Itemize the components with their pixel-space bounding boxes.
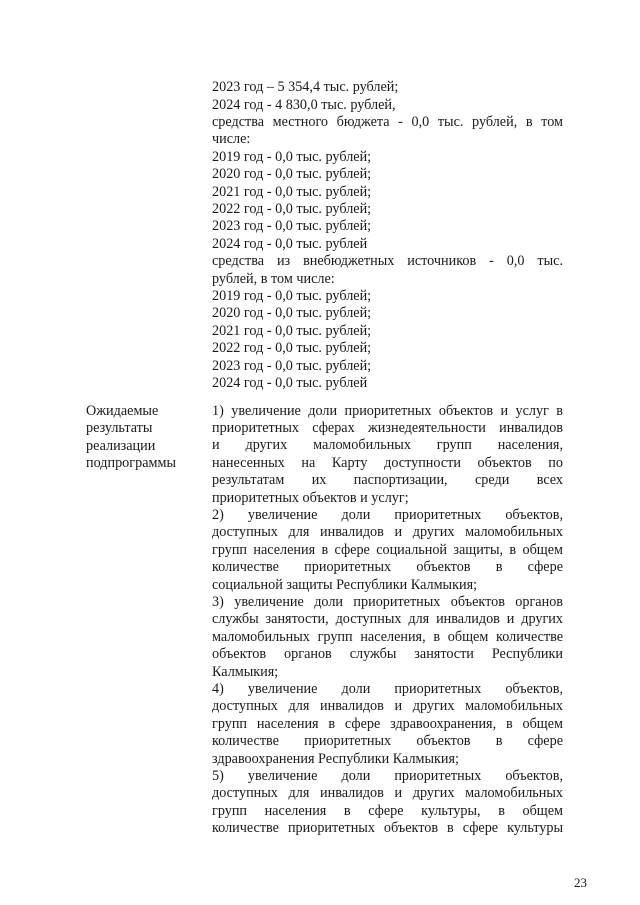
extra-budget-year: 2024 год - 0,0 тыс. рублей [212,375,368,391]
results-line: групп населения в сфере здравоохранения, в общем [212,716,563,732]
budget-2024-line: 2024 год - 4 830,0 тыс. рублей, [212,97,396,113]
results-line: 1) увеличение доли приоритетных объектов и услуг в [212,403,563,419]
local-budget-year: 2019 год - 0,0 тыс. рублей; [212,149,372,165]
results-line: количестве приоритетных объектов в сфере культуры [212,820,563,836]
results-line: социальной защиты Республики Калмыкия; [212,577,478,593]
results-label-line: подпрограммы [86,455,176,472]
local-budget-heading: средства местного бюджета - 0,0 тыс. рублей, в том [212,114,563,130]
results-line: количестве приоритетных объектов в сфере [212,733,563,749]
results-line: приоритетных объектов и услуг; [212,490,409,506]
results-line: Калмыкия; [212,664,279,680]
local-budget-year: 2023 год - 0,0 тыс. рублей; [212,218,372,234]
local-budget-year: 2020 год - 0,0 тыс. рублей; [212,166,372,182]
results-line: результатам их паспортизации, среди всех [212,472,563,488]
results-line: 3) увеличение доли приоритетных объектов органов [212,594,563,610]
results-label [86,403,201,473]
results-line: приоритетных сферах жизнедеятельности инвалидов [212,420,563,436]
extra-budget-heading: средства из внебюджетных источников - 0,0 тыс. [212,253,563,269]
results-line: количестве приоритетных объектов в сфере [212,559,563,575]
budget-2023-line: 2023 год – 5 354,4 тыс. рублей; [212,79,399,95]
results-line: здравоохранения Республики Калмыкия; [212,751,459,767]
results-line: и других маломобильных групп населения, [212,437,563,453]
results-line: службы занятости, доступных для инвалидов и других [212,611,563,627]
local-budget-year: 2022 год - 0,0 тыс. рублей; [212,201,372,217]
results-line: 2) увеличение доли приоритетных объектов, [212,507,563,523]
results-label-line: реализации [86,437,156,454]
results-line: доступных для инвалидов и других маломобильных [212,524,563,540]
results-line: доступных для инвалидов и других маломобильных [212,698,563,714]
local-budget-heading-cont: числе: [212,131,251,147]
results-line: 4) увеличение доли приоритетных объектов, [212,681,563,697]
extra-budget-year: 2022 год - 0,0 тыс. рублей; [212,340,372,356]
extra-budget-heading-cont: рублей, в том числе: [212,271,335,287]
extra-budget-year: 2020 год - 0,0 тыс. рублей; [212,305,372,321]
page-number: 23 [574,875,587,890]
results-line: доступных для инвалидов и других маломобильных [212,785,563,801]
results-label-line: Ожидаемые [86,403,159,419]
extra-budget-year: 2021 год - 0,0 тыс. рублей; [212,323,372,339]
results-label-line: результаты [86,420,153,437]
results-line: 5) увеличение доли приоритетных объектов, [212,768,563,784]
local-budget-year: 2024 год - 0,0 тыс. рублей [212,236,368,252]
extra-budget-year: 2023 год - 0,0 тыс. рублей; [212,358,372,374]
results-line: групп населения в сфере социальной защиты, в общем [212,542,563,558]
results-line: объектов органов службы занятости Республики [212,646,563,662]
results-line: групп населения в сфере культуры, в общем [212,803,563,819]
results-line: нанесенных на Карту доступности объектов по [212,455,563,471]
extra-budget-year: 2019 год - 0,0 тыс. рублей; [212,288,372,304]
local-budget-year: 2021 год - 0,0 тыс. рублей; [212,184,372,200]
results-line: маломобильных групп населения, в общем количестве [212,629,563,645]
